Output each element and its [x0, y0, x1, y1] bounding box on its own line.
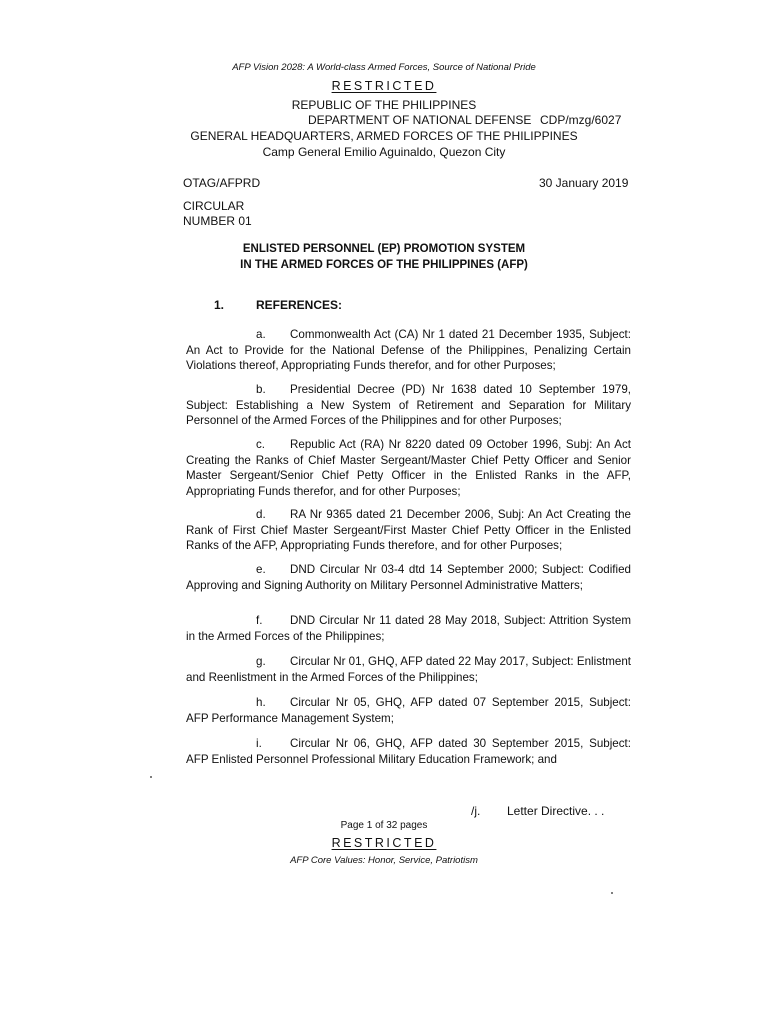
document-title-line1: ENLISTED PERSONNEL (EP) PROMOTION SYSTEM [242, 243, 526, 255]
scan-speck [150, 776, 152, 778]
circular-label: CIRCULAR [183, 199, 245, 213]
reference-text: Commonwealth Act (CA) Nr 1 dated 21 December 1935, Subject: An Act to Provide for the National Defense of the Philippines, Penalizing Certain Violations thereof, Appropriating Funds therefor, and for other Purposes; [186, 328, 631, 372]
header-ghq: GENERAL HEADQUARTERS, ARMED FORCES OF THE PHILIPPINES [190, 129, 578, 143]
reference-text: DND Circular Nr 03-4 dtd 14 September 2000; Subject: Codified Approving and Signing Authority on Military Personnel Administrative Matters; [186, 563, 631, 592]
section-number: 1. [214, 298, 225, 312]
header-location: Camp General Emilio Aguinaldo, Quezon City [262, 145, 506, 159]
reference-text: Circular Nr 05, GHQ, AFP dated 07 September 2015, Subject: AFP Performance Management System; [186, 696, 631, 725]
reference-letter: h. [256, 696, 266, 709]
reference-letter: i. [256, 737, 262, 750]
reference-letter: b. [256, 383, 266, 396]
reference-letter: d. [256, 508, 266, 521]
continuation-letter: /j. [471, 804, 481, 818]
classification-top: RESTRICTED [331, 79, 437, 93]
scan-speck [611, 892, 613, 894]
reference-item [186, 613, 631, 644]
reference-item [186, 562, 631, 593]
reference-item [186, 507, 631, 554]
core-values: AFP Core Values: Honor, Service, Patriotism [290, 855, 478, 866]
reference-text: Republic Act (RA) Nr 8220 dated 09 October 1996, Subj: An Act Creating the Ranks of Chief Master Sergeant/Master Chief Petty Officer and Senior Master Sergeant/Senior Chief Petty Officer in the Enlisted Ranks in the AFP, Appropriating Funds therefor, and for other Purposes; [186, 438, 631, 498]
document-date: 30 January 2019 [539, 176, 629, 190]
vision-statement: AFP Vision 2028: A World-class Armed Forces, Source of National Pride [232, 62, 536, 73]
circular-number: NUMBER 01 [183, 214, 252, 228]
reference-letter: a. [256, 328, 266, 341]
reference-letter: e. [256, 563, 266, 576]
reference-text: Circular Nr 06, GHQ, AFP dated 30 September 2015, Subject: AFP Enlisted Personnel Professional Military Education Framework; and [186, 737, 631, 766]
page-number: Page 1 of 32 pages [340, 820, 428, 831]
header-department: DEPARTMENT OF NATIONAL DEFENSE [308, 113, 532, 127]
header-republic: REPUBLIC OF THE PHILIPPINES [291, 98, 477, 112]
reference-item [186, 327, 631, 374]
reference-letter: f. [256, 614, 263, 627]
office-code: OTAG/AFPRD [183, 176, 261, 190]
reference-text: Presidential Decree (PD) Nr 1638 dated 10 September 1979, Subject: Establishing a New System of Retirement and Separation for Military Personnel of the Armed Forces of the Philippines and for other Purposes; [186, 383, 631, 427]
reference-item [186, 654, 631, 685]
document-title-line2: IN THE ARMED FORCES OF THE PHILIPPINES (AFP) [240, 259, 528, 271]
reference-text: Circular Nr 01, GHQ, AFP dated 22 May 2017, Subject: Enlistment and Reenlistment in the Armed Forces of the Philippines; [186, 655, 631, 684]
continuation-text: Letter Directive. . . [507, 804, 605, 818]
reference-letter: g. [256, 655, 266, 668]
reference-text: DND Circular Nr 11 dated 28 May 2018, Subject: Attrition System in the Armed Forces of the Philippines; [186, 614, 631, 643]
reference-item [186, 437, 631, 499]
section-heading: REFERENCES: [256, 298, 343, 312]
reference-item [186, 695, 631, 726]
reference-letter: c. [256, 438, 266, 451]
reference-item [186, 382, 631, 429]
control-number: CDP/mzg/6027 [540, 113, 622, 127]
classification-bottom: RESTRICTED [331, 836, 437, 850]
reference-text: RA Nr 9365 dated 21 December 2006, Subj: An Act Creating the Rank of First Chief Master Sergeant/First Master Chief Petty Officer in the Enlisted Ranks of the AFP, Appropriating Funds therefore, and for other Purposes; [186, 508, 631, 552]
reference-item [186, 736, 631, 767]
